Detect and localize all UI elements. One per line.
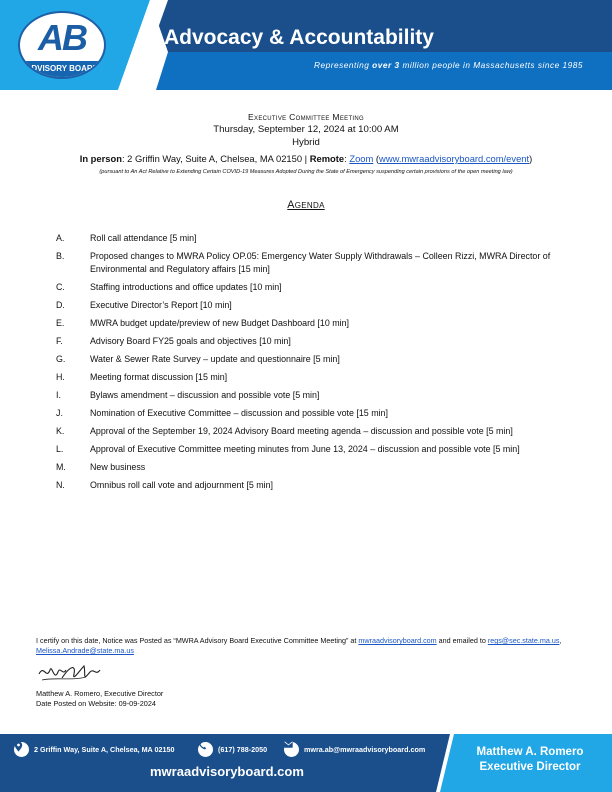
agenda-item-letter: D. xyxy=(56,300,65,310)
agenda-item-letter: N. xyxy=(56,480,65,490)
agenda-item-text: Approval of the September 19, 2024 Advisory Board meeting agenda – discussion and possible vote [5 min] xyxy=(90,426,513,436)
meeting-title: Executive Committee Meeting xyxy=(248,112,364,122)
date-posted: Date Posted on Website: 09-09-2024 xyxy=(36,698,156,708)
agenda-item xyxy=(56,371,576,384)
footer-address-text: 2 Griffin Way, Suite A, Chelsea, MA 02150 xyxy=(34,744,175,754)
footer-phone-text: (617) 788-2050 xyxy=(218,744,268,754)
meeting-format: Hybrid xyxy=(292,137,320,148)
agenda-list xyxy=(56,232,576,497)
agenda-item-text: Nomination of Executive Committee – discussion and possible vote [15 min] xyxy=(90,408,388,418)
agenda-item-text: Proposed changes to MWRA Policy OP.05: Emergency Water Supply Withdrawals – Colleen Rizzi, MWRA Director of Environmental and Regulatory affairs [15 min] xyxy=(90,251,551,274)
agenda-item-letter: C. xyxy=(56,282,65,292)
phone-icon xyxy=(198,742,213,757)
agenda-item xyxy=(56,479,576,492)
agenda-item-text: New business xyxy=(90,462,146,472)
andrade-email-link[interactable]: Melissa.Andrade@state.ma.us xyxy=(36,646,134,655)
agenda-item-letter: G. xyxy=(56,354,66,364)
agenda-item-text: Executive Director’s Report [10 min] xyxy=(90,300,232,310)
envelope-icon xyxy=(284,742,299,757)
pursuant-note: (pursuant to An Act Relative to Extending Certain COVID-19 Measures Adopted During the State of Emergency suspending certain provisions of the open meeting law) xyxy=(99,169,513,175)
agenda-item-text: Advisory Board FY25 goals and objectives [10 min] xyxy=(90,336,291,346)
certification-notice: I certify on this date, Notice was Posted as “MWRA Advisory Board Executive Committee Meeting” at mwraadvisoryboard.com and emailed to regs@sec.state.ma.us, Melissa.Andrade@state.ma.us xyxy=(36,636,562,655)
agenda-item-letter: K. xyxy=(56,426,65,436)
agenda-item xyxy=(56,407,576,420)
agenda-item xyxy=(56,353,576,366)
footer-signer-role: Executive Director xyxy=(479,761,581,773)
agenda-item-letter: I. xyxy=(56,390,61,400)
agenda-item xyxy=(56,389,576,402)
agenda-item-letter: F. xyxy=(56,336,63,346)
location-pin-icon xyxy=(14,742,29,757)
agenda-item-letter: L. xyxy=(56,444,64,454)
logo-letters: AB xyxy=(38,17,86,58)
agenda-item-letter: M. xyxy=(56,462,66,472)
agenda-item-letter: B. xyxy=(56,251,65,261)
zoom-link[interactable]: Zoom xyxy=(349,153,374,164)
footer-signer xyxy=(448,745,612,775)
regs-email-link[interactable]: regs@sec.state.ma.us xyxy=(487,636,560,645)
agenda-item xyxy=(56,250,576,276)
website-link[interactable]: mwraadvisoryboard.com xyxy=(358,636,437,645)
agenda-item xyxy=(56,232,576,245)
footer-website: mwraadvisoryboard.com xyxy=(150,764,304,779)
agenda-item-text: MWRA budget update/preview of new Budget Dashboard [10 min] xyxy=(90,318,350,328)
advisory-board-logo xyxy=(18,11,106,79)
letterhead-banner xyxy=(0,0,612,90)
event-link[interactable]: www.mwraadvisoryboard.com/event xyxy=(379,153,530,164)
footer-email-text: mwra.ab@mwraadvisoryboard.com xyxy=(304,744,426,754)
agenda-item-letter: J. xyxy=(56,408,63,418)
banner-title: Advocacy & Accountability xyxy=(164,26,434,49)
agenda-item xyxy=(56,425,576,438)
agenda-item xyxy=(56,461,576,474)
meeting-location: In person: 2 Griffin Way, Suite A, Chelsea, MA 02150 | Remote: Zoom (www.mwraadvisoryboard.com/event) xyxy=(79,153,533,164)
agenda-item-text: Bylaws amendment – discussion and possible vote [5 min] xyxy=(90,390,320,400)
agenda-heading: Agenda xyxy=(287,199,325,211)
footer-email xyxy=(284,741,425,757)
footer-signer-name: Matthew A. Romero xyxy=(476,746,584,758)
signature xyxy=(36,660,106,688)
agenda-item-letter: A. xyxy=(56,233,65,243)
agenda-item xyxy=(56,299,576,312)
agenda-item xyxy=(56,443,576,456)
banner-tagline: Representing over 3 million people in Massachusetts since 1985 xyxy=(314,60,584,70)
agenda-item-text: Approval of Executive Committee meeting minutes from June 13, 2024 – discussion and possible vote [5 min] xyxy=(90,444,520,454)
agenda-item-text: Meeting format discussion [15 min] xyxy=(90,372,228,382)
logo-band-text: ADVISORY BOARD xyxy=(20,61,104,77)
agenda-item-text: Roll call attendance [5 min] xyxy=(90,233,197,243)
agenda-item-text: Omnibus roll call vote and adjournment [5 min] xyxy=(90,480,274,490)
footer-banner xyxy=(0,734,612,792)
signer-block xyxy=(36,689,163,708)
meeting-datetime: Thursday, September 12, 2024 at 10:00 AM xyxy=(213,124,399,135)
agenda-item xyxy=(56,317,576,330)
agenda-item xyxy=(56,335,576,348)
footer-phone xyxy=(198,741,267,757)
agenda-item-text: Staffing introductions and office updates [10 min] xyxy=(90,282,282,292)
agenda-item xyxy=(56,281,576,294)
agenda-item-letter: H. xyxy=(56,372,65,382)
agenda-item-text: Water & Sewer Rate Survey – update and questionnaire [5 min] xyxy=(90,354,340,364)
agenda-item-letter: E. xyxy=(56,318,65,328)
signer-name: Matthew A. Romero, Executive Director xyxy=(36,689,164,698)
footer-address xyxy=(14,741,174,757)
